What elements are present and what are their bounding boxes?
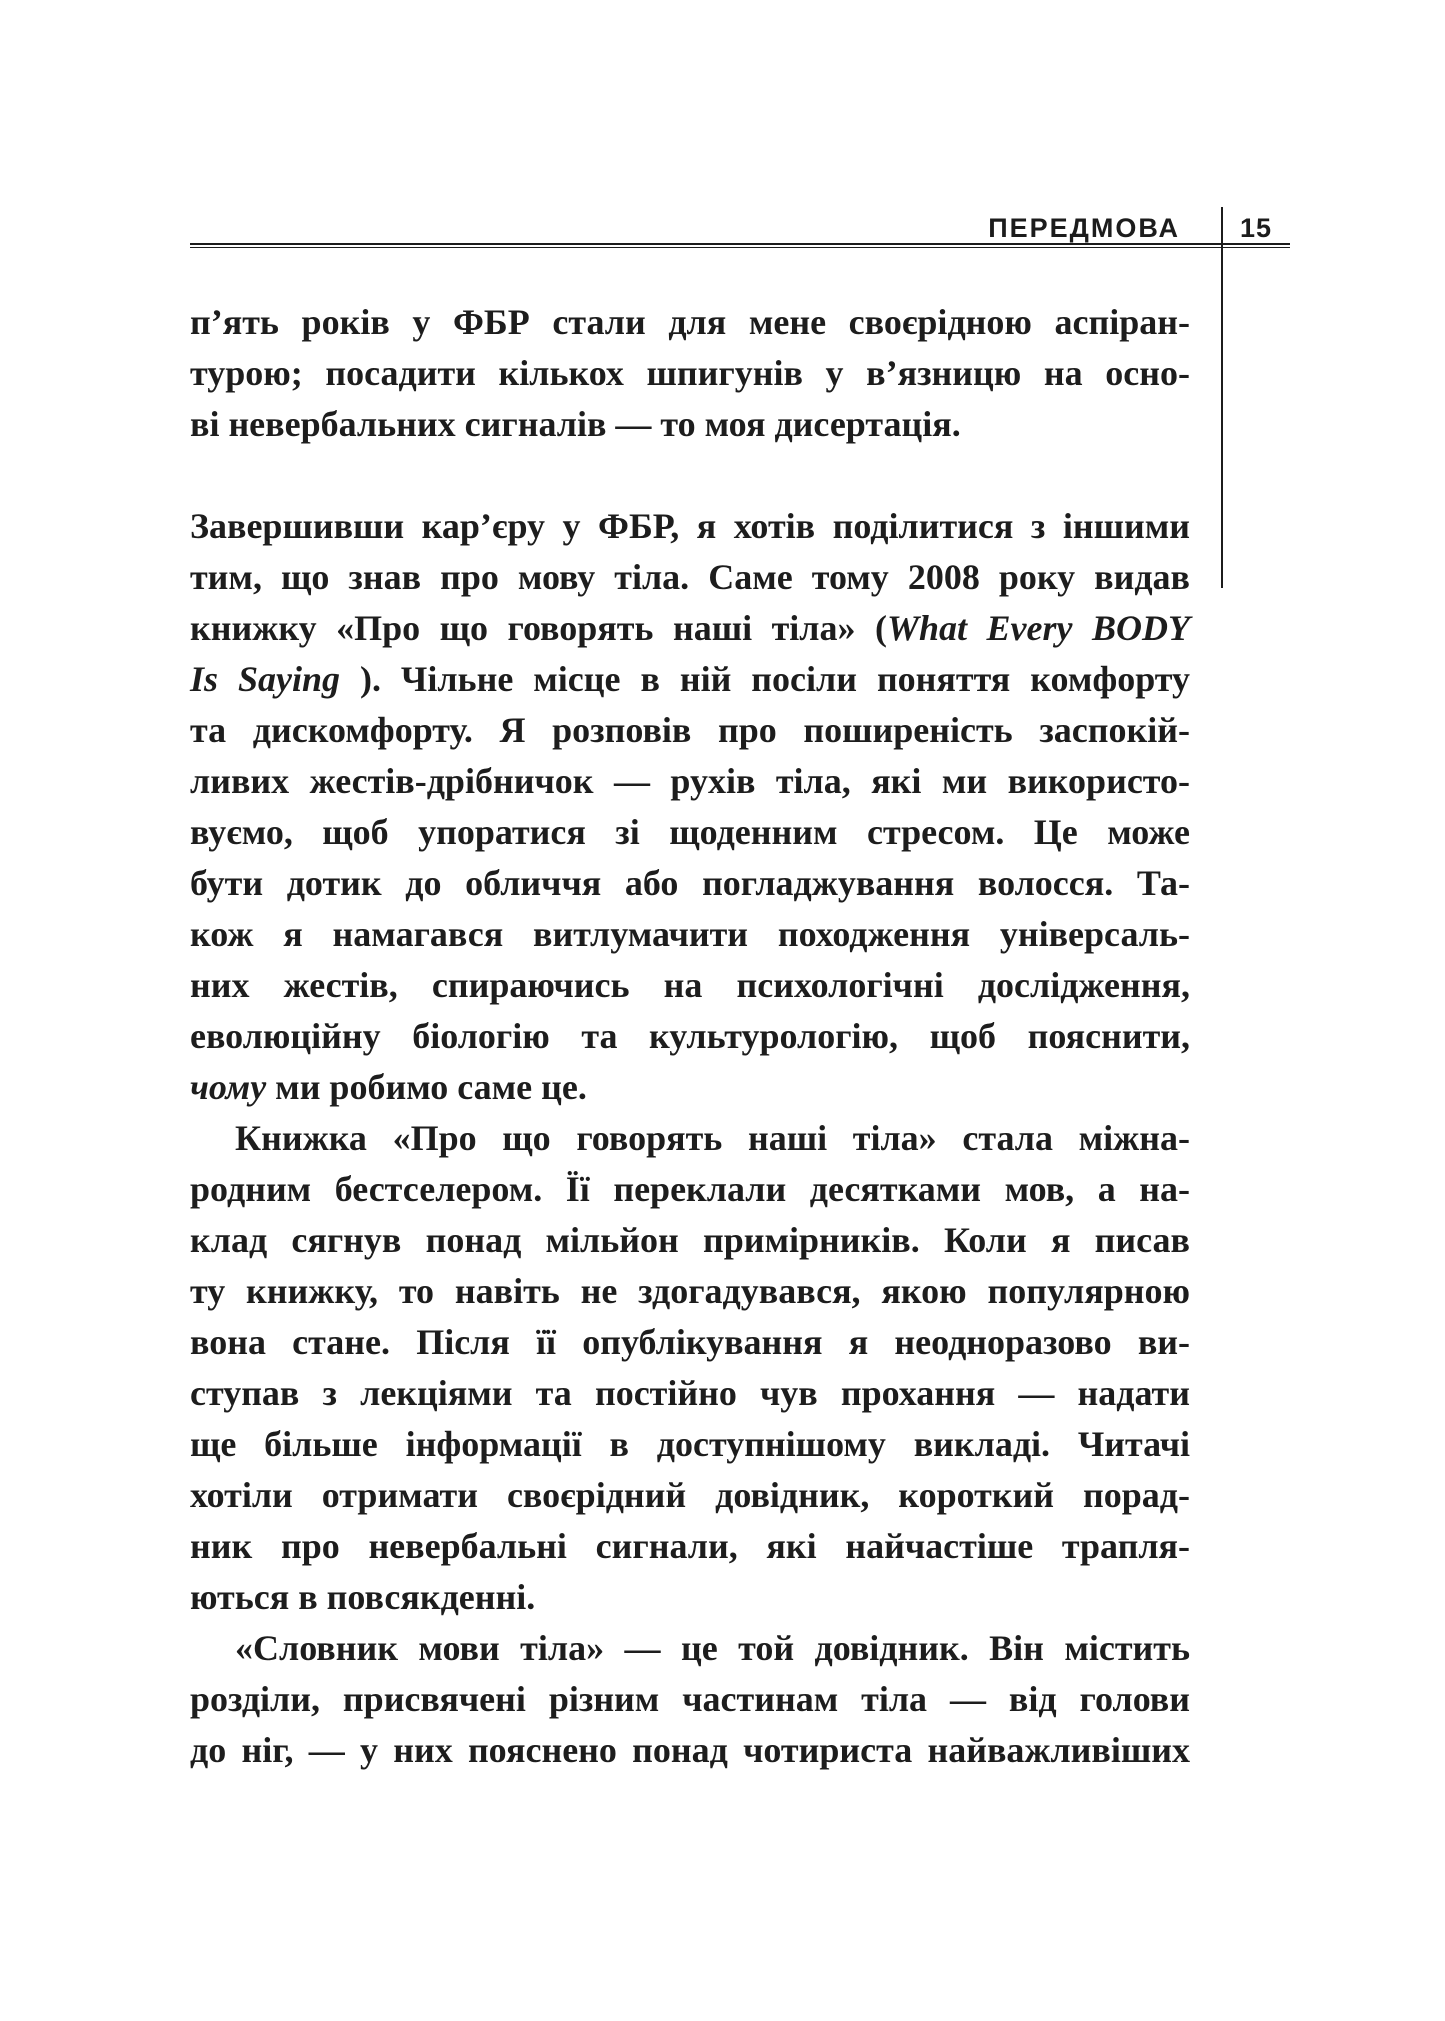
paragraph [190, 297, 1190, 450]
text-line [190, 1113, 1190, 1164]
text-line [190, 1368, 1190, 1419]
margin-vertical-rule [1221, 207, 1223, 588]
text-line [190, 1419, 1190, 1470]
text-segment: вуємо, щоб упоратися зі щоденним стресом. Це може [190, 812, 1190, 852]
text-segment: книжку «Про що говорять наші тіла» ( [190, 608, 887, 648]
text-segment: «Словник мови тіла» — це той довідник. Він містить [235, 1628, 1190, 1668]
text-line [190, 909, 1190, 960]
text-segment: ються в повсякденні. [190, 1577, 536, 1617]
paragraph [190, 1623, 1190, 1776]
text-line [190, 654, 1190, 705]
text-segment: ). Чільне місце в ній посіли поняття комфорту [340, 659, 1190, 699]
paragraph [190, 501, 1190, 1113]
text-segment: та дискомфорту. Я розповів про поширеність заспокій- [190, 710, 1190, 750]
text-line [190, 399, 1190, 450]
paragraph [190, 1113, 1190, 1623]
text-segment: них жестів, спираючись на психологічні дослідження, [190, 965, 1190, 1005]
text-line [190, 705, 1190, 756]
text-segment: родним бестселером. Її переклали десятками мов, а на- [190, 1169, 1190, 1209]
italic-text-segment: What Every BODY [886, 608, 1190, 648]
text-line [190, 1215, 1190, 1266]
text-line [190, 1674, 1190, 1725]
text-line [190, 1317, 1190, 1368]
text-line [190, 756, 1190, 807]
text-segment: вона стане. Після її опублікування я неодноразово ви- [190, 1322, 1190, 1362]
text-line [190, 960, 1190, 1011]
text-segment: ник про невербальні сигнали, які найчастіше трапля- [190, 1526, 1190, 1566]
text-body [190, 297, 1190, 1776]
page-number: 15 [1239, 213, 1273, 243]
text-segment: еволюційну біологію та культурологію, щоб пояснити, [190, 1016, 1190, 1056]
text-segment: ві невербальних сигналів — то моя дисертація. [190, 404, 961, 444]
text-segment: клад сягнув понад мільйон примірників. Коли я писав [190, 1220, 1190, 1260]
text-segment: п’ять років у ФБР стали для мене своєрідною аспіран- [190, 302, 1190, 342]
text-line [190, 603, 1190, 654]
text-line [190, 1062, 1190, 1113]
text-segment: ступав з лекціями та постійно чув прохання — надати [190, 1373, 1190, 1413]
text-segment: кож я намагався витлумачити походження універсаль- [190, 914, 1190, 954]
text-line [190, 807, 1190, 858]
text-segment: турою; посадити кількох шпигунів у в’язницю на осно- [190, 353, 1190, 393]
text-line [190, 1164, 1190, 1215]
text-line [190, 1266, 1190, 1317]
running-head-title: ПЕРЕДМОВА [988, 213, 1180, 243]
text-segment: Завершивши кар’єру у ФБР, я хотів поділитися з іншими [190, 506, 1190, 546]
text-line [190, 1572, 1190, 1623]
text-line [190, 1470, 1190, 1521]
text-line [190, 348, 1190, 399]
text-segment: хотіли отримати своєрідний довідник, короткий порад- [190, 1475, 1190, 1515]
italic-text-segment: Is Saying [190, 659, 341, 699]
text-segment: ще більше інформації в доступнішому викладі. Читачі [190, 1424, 1190, 1464]
text-segment: тим, що знав про мову тіла. Саме тому 2008 року видав [190, 557, 1190, 597]
text-line [190, 297, 1190, 348]
text-segment: до ніг, — у них пояснено понад чотириста найважливіших [190, 1730, 1190, 1770]
italic-text-segment: чому [190, 1067, 267, 1107]
text-line [190, 1011, 1190, 1062]
text-segment: ми робимо саме це. [266, 1067, 587, 1107]
text-line [190, 1623, 1190, 1674]
text-segment: розділи, присвячені різним частинам тіла — від голови [190, 1679, 1190, 1719]
text-segment: Книжка «Про що говорять наші тіла» стала міжна- [235, 1118, 1190, 1158]
text-line [190, 501, 1190, 552]
text-segment: ливих жестів-дрібничок — рухів тіла, які ми використо- [190, 761, 1190, 801]
text-line [190, 1725, 1190, 1776]
text-line [190, 858, 1190, 909]
text-segment: бути дотик до обличчя або погладжування волосся. Та- [190, 863, 1190, 903]
text-line [190, 1521, 1190, 1572]
text-segment: ту книжку, то навіть не здогадувався, якою популярною [190, 1271, 1190, 1311]
text-line [190, 552, 1190, 603]
header-horizontal-rule [190, 243, 1290, 248]
